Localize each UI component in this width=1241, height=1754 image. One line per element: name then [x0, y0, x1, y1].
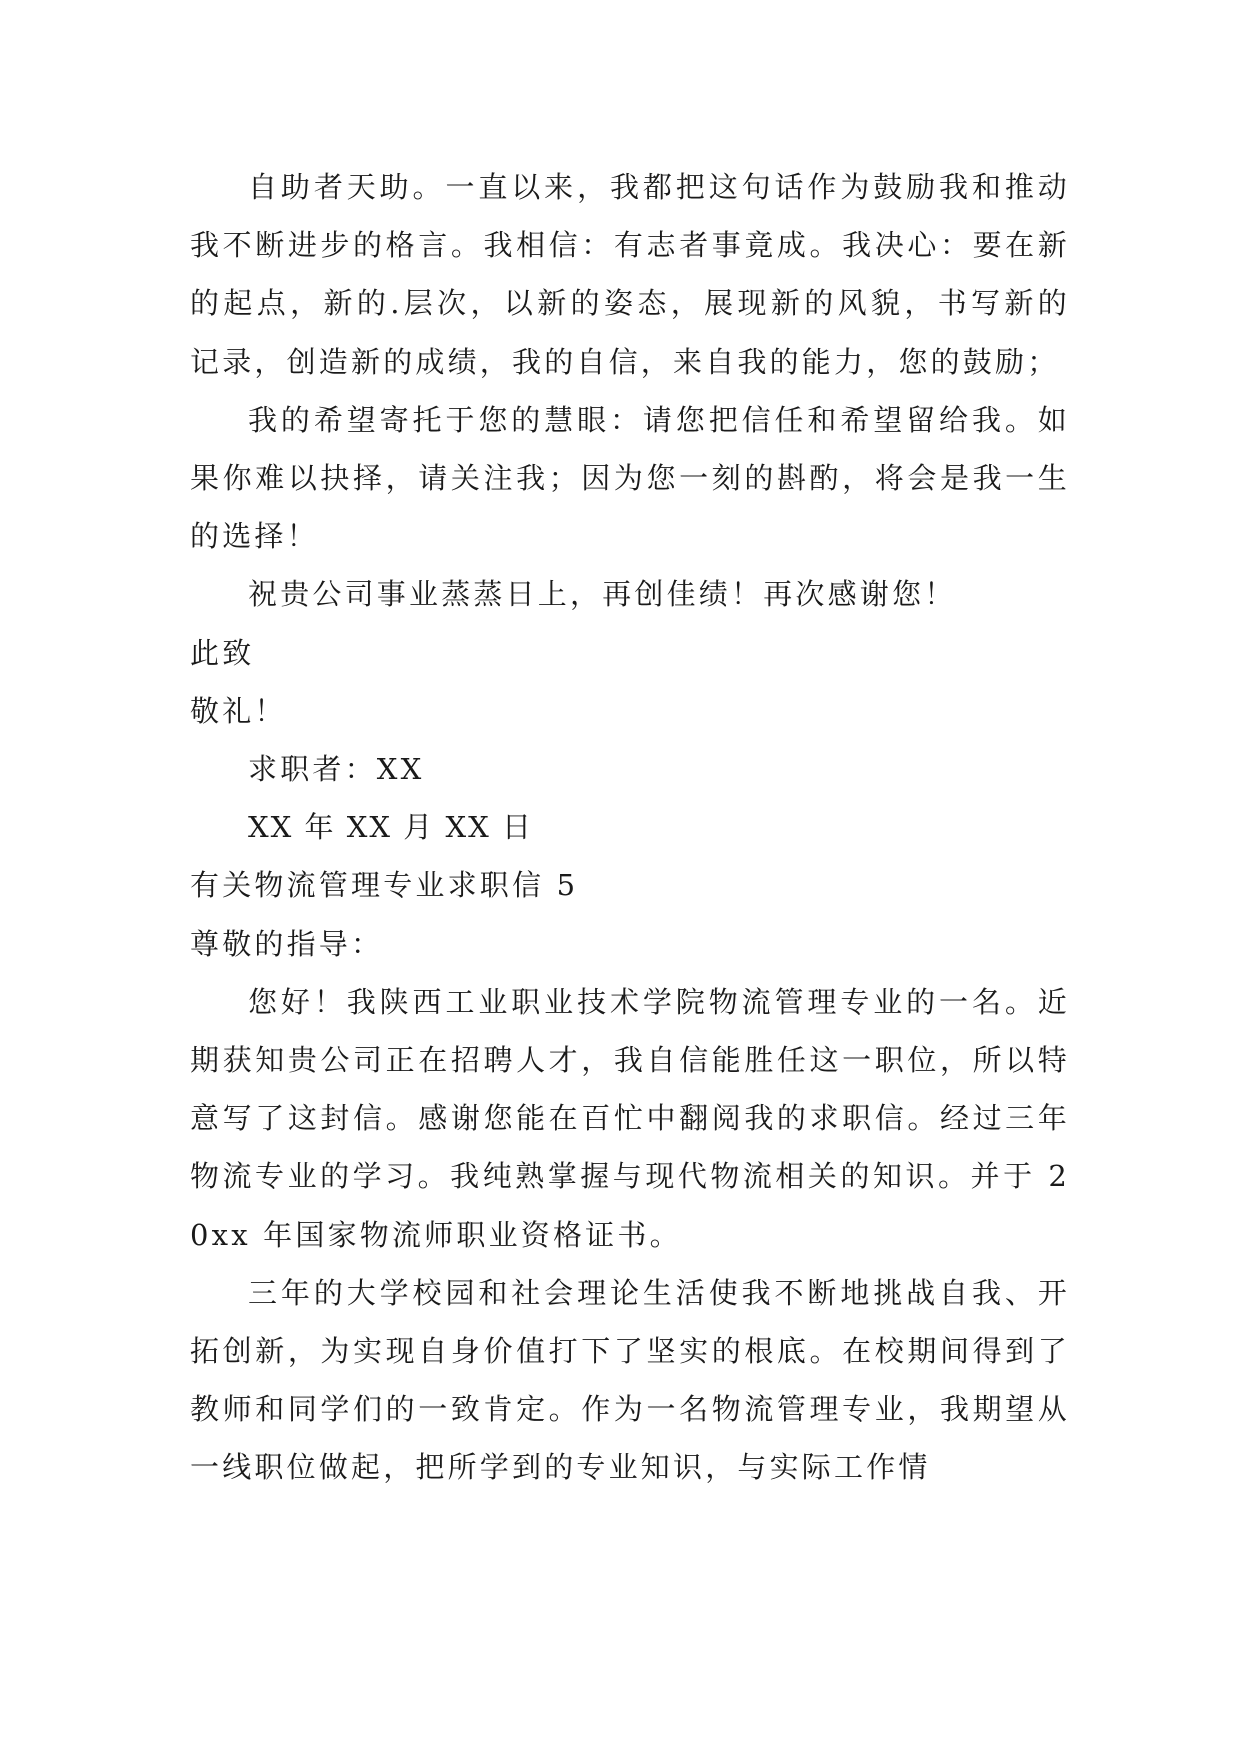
salutation: 尊敬的指导：: [190, 926, 384, 961]
closing-line-2: 敬礼！: [190, 693, 287, 728]
date: XX 年 XX 月 XX 日: [248, 810, 533, 845]
paragraph-greeting: 您好！我陕西工业职业技术学院物流管理专业的一名。近期获知贵公司正在招聘人才，我自信能胜任这一职位，所以特意写了这封信。感谢您能在百忙中翻阅我的求职信。经过三年物流专业的学习。我纯熟掌握与现代物流相关的知识。并于 20xx 年国家物流师职业资格证书。: [190, 984, 1070, 1252]
document-page: [190, 158, 1070, 1497]
paragraph-wishes: 祝贵公司事业蒸蒸日上，再创佳绩！再次感谢您！: [248, 577, 957, 612]
paragraph-self-help: 自助者天助。一直以来，我都把这句话作为鼓励我和推动我不断进步的格言。我相信：有志者事竟成。我决心：要在新的起点，新的.层次，以新的姿态，展现新的风貌，书写新的记录，创造新的成绩，我的自信，来自我的能力，您的鼓励；: [190, 170, 1070, 379]
paragraph-campus-life: 三年的大学校园和社会理论生活使我不断地挑战自我、开拓创新，为实现自身价值打下了坚实的根底。在校期间得到了教师和同学们的一致肯定。作为一名物流管理专业，我期望从一线职位做起，把所学到的专业知识，与实际工作情: [190, 1275, 1070, 1485]
paragraph-hope: 我的希望寄托于您的慧眼：请您把信任和希望留给我。如果你难以抉择，请关注我；因为您一刻的斟酌，将会是我一生的选择！: [190, 402, 1070, 554]
closing-line-1: 此致: [190, 635, 255, 670]
signature: 求职者：XX: [248, 752, 425, 787]
section-title: 有关物流管理专业求职信 5: [190, 868, 579, 903]
